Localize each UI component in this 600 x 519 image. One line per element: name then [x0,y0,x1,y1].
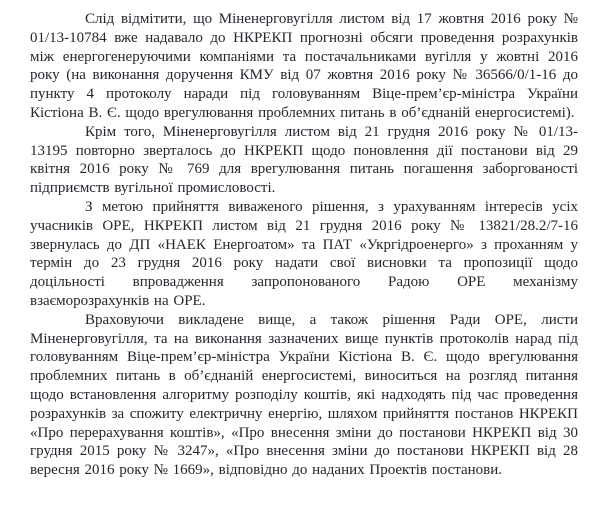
paragraph-1: Слід відмітити, що Міненерговугілля листом від 17 жовтня 2016 року № 01/13-10784 вже надавало до НКРЕКП прогнозні обсяги проведення розрахунків між енергогенеруючими компаніями та постачальниками вугілля у жовтні 2016 року (на виконання доручення КМУ від 07 жовтня 2016 року № 36566/0/1-16 до пункту 4 протоколу наради під головуванням Віце-прем’єр-міністра України Кістіона В. Є. щодо врегулювання проблемних питань в об’єднаній енергосистемі). [30,11,578,121]
paragraph-2: Крім того, Міненерговугілля листом від 21 грудня 2016 року № 01/13-13195 повторно зверталось до НКРЕКП щодо поновлення дії постанови від 29 квітня 2016 року № 769 для врегулювання питань погашення заборгованості підприємств вугільної промисловості. [30,123,578,197]
paragraph-4: Враховуючи викладене вище, а також рішення Ради ОРЕ, листи Міненерговугілля, та на виконання зазначених вище пунктів протоколів нарад під головуванням Віце-прем’єр-міністра України Кістіона В. Є. щодо врегулювання проблемних питань в об’єднаній енергосистемі, виноситься на розгляд питання щодо встановлення алгоритму розподілу коштів, які надходять під час проведення розрахунків за спожиту електричну енергію, шляхом прийняття постанов НКРЕКП «Про перерахування коштів», «Про внесення зміни до постанови НКРЕКП від 30 грудня 2015 року № 3247», «Про внесення зміни до постанови НКРЕКП від 28 вересня 2016 року № 1669», відповідно до наданих Проектів постанови. [30,311,578,479]
paragraph-3: З метою прийняття виваженого рішення, з урахуванням інтересів усіх учасників ОРЕ, НКРЕКП листом від 21 грудня 2016 року № 13821/28.2/7-16 звернулась до ДП «НАЕК Енергоатом» та ПАТ «Укргідроенерго» з проханням у термін до 23 грудня 2016 року надати свої висновки та пропозиції щодо доцільності впровадження запропонованого Радою ОРЕ механізму взаєморозрахунків на ОРЕ. [30,198,578,309]
